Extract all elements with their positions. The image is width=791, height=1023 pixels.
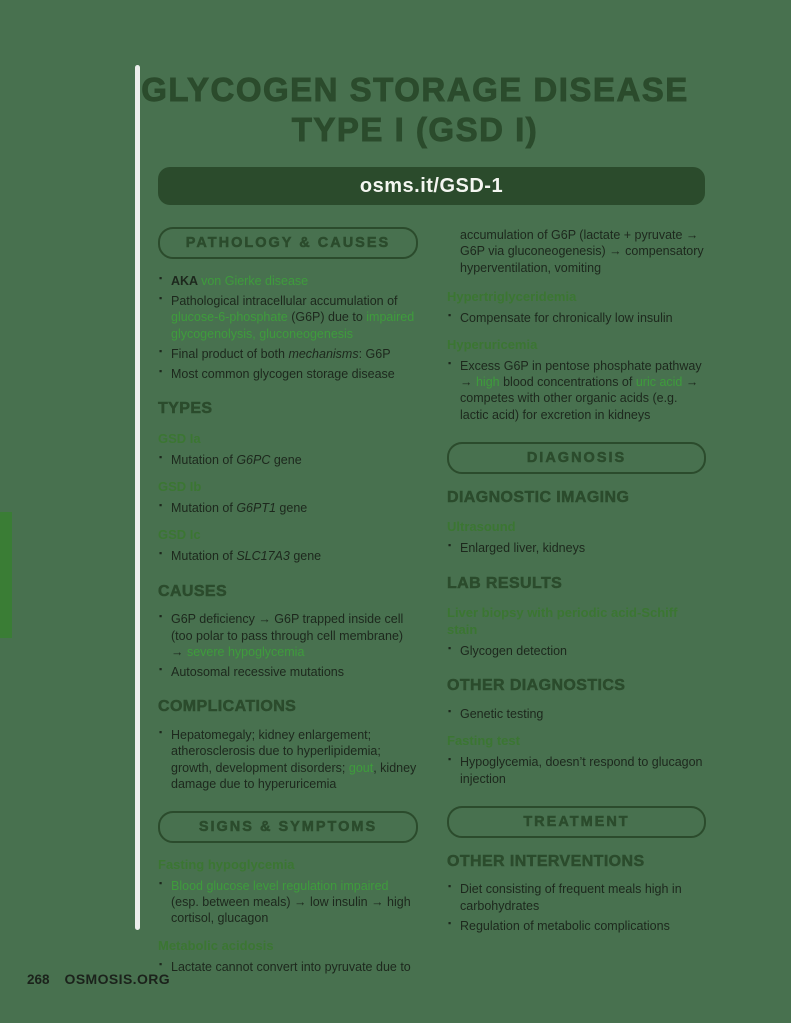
- section-box-label: PATHOLOGY & CAUSES: [185, 235, 391, 251]
- section-box-label: TREATMENT: [523, 813, 630, 830]
- left-column: [158, 227, 418, 979]
- title-line-2: TYPE I (GSD I): [291, 111, 539, 149]
- complications-bullet-list: [158, 727, 418, 792]
- list-item: ▪ Final product of both mechanisms: G6P: [158, 346, 418, 362]
- list-item: ▪ Blood glucose level regulation impaired (esp. between meals) → low insulin → high cortisol, glucagon: [158, 878, 418, 927]
- list-item: ▪ Glycogen detection: [447, 643, 706, 659]
- list-item: ▪ Autosomal recessive mutations: [158, 664, 418, 680]
- continuation-paragraph: accumulation of G6P (lactate + pyruvate → G6P via gluconeogenesis) → compensatory hyperventilation, vomiting: [460, 228, 704, 275]
- subheading-ultrasound: Ultrasound: [447, 519, 516, 535]
- list-item: ▪ Lactate cannot convert into pyruvate due to: [158, 959, 418, 975]
- section-box-treatment: [447, 806, 706, 838]
- causes-bullet-list: [158, 611, 418, 680]
- subheading-metabolic-acidosis: Metabolic acidosis: [158, 937, 274, 953]
- heading-diagnostic-imaging: DIAGNOSTIC IMAGING: [447, 488, 630, 506]
- pathology-bullet-list: [158, 273, 418, 383]
- ultrasound-list: [447, 540, 706, 556]
- list-item: ▪ Enlarged liver, kidneys: [447, 540, 706, 556]
- subheading-gsd-ia: GSD Ia: [158, 431, 201, 447]
- osms-link-pill[interactable]: [158, 167, 705, 205]
- other-interventions-list: [447, 881, 706, 934]
- list-item: ▪ AKA von Gierke disease: [158, 273, 418, 289]
- vertical-divider-line: [135, 65, 140, 930]
- fasting-test-list: [447, 754, 706, 787]
- subheading-gsd-ib: GSD Ib: [158, 479, 202, 495]
- subheading-fasting-test: Fasting test: [447, 733, 520, 749]
- list-item: ▪ Regulation of metabolic complications: [447, 918, 706, 934]
- heading-complications: COMPLICATIONS: [158, 698, 297, 716]
- list-item: ▪ Excess G6P in pentose phosphate pathway → high blood concentrations of uric acid → competes with other organic acids (e.g. lactic acid) for excretion in kidneys: [447, 358, 706, 423]
- gsd-ib-list: [158, 500, 418, 516]
- footer-page-number: 268: [27, 972, 50, 987]
- liver-biopsy-list: [447, 643, 706, 659]
- content-columns: [158, 227, 706, 979]
- section-box-pathology-causes: [158, 227, 418, 259]
- page-title: [130, 70, 700, 151]
- list-item: ▪ Mutation of G6PC gene: [158, 452, 418, 468]
- title-line-1: GLYCOGEN STORAGE DISEASE: [141, 71, 689, 108]
- osms-link-text: osms.it/GSD-1: [359, 174, 504, 197]
- heading-other-interventions: OTHER INTERVENTIONS: [447, 852, 645, 870]
- gsd-ic-list: [158, 548, 418, 564]
- subheading-liver-biopsy: Liver biopsy with periodic acid-Schiff stain: [447, 605, 678, 638]
- list-item: ▪ Hypoglycemia, doesn’t respond to glucagon injection: [447, 754, 706, 787]
- heading-types: TYPES: [158, 400, 213, 418]
- left-accent-tab: [0, 512, 12, 638]
- section-box-diagnosis: [447, 442, 706, 474]
- heading-lab-results: LAB RESULTS: [447, 574, 563, 592]
- subheading-gsd-ic: GSD Ic: [158, 527, 201, 543]
- list-item: ▪ Most common glycogen storage disease: [158, 366, 418, 382]
- heading-causes: CAUSES: [158, 582, 228, 600]
- hyperuricemia-list: [447, 358, 706, 423]
- fasting-hypoglycemia-list: [158, 878, 418, 927]
- list-item: ▪ Genetic testing: [447, 706, 706, 722]
- list-item: ▪ G6P deficiency → G6P trapped inside cell (too polar to pass through cell membrane) → severe hypoglycemia: [158, 611, 418, 660]
- heading-other-diagnostics: OTHER DIAGNOSTICS: [447, 677, 626, 695]
- list-item: ▪ Diet consisting of frequent meals high in carbohydrates: [447, 881, 706, 914]
- subheading-hyperuricemia: Hyperuricemia: [447, 336, 538, 352]
- page-footer: [27, 971, 170, 987]
- other-diagnostics-list: [447, 706, 706, 722]
- metabolic-acidosis-list: [158, 959, 418, 975]
- list-item: ▪ Mutation of SLC17A3 gene: [158, 548, 418, 564]
- list-item: ▪ Mutation of G6PT1 gene: [158, 500, 418, 516]
- section-box-label: DIAGNOSIS: [526, 449, 627, 466]
- gsd-ia-list: [158, 452, 418, 468]
- list-item: ▪ Compensate for chronically low insulin: [447, 310, 706, 326]
- section-box-label: SIGNS & SYMPTOMS: [198, 819, 378, 836]
- list-item: ▪ Hepatomegaly; kidney enlargement; atherosclerosis due to hyperlipidemia; growth, development disorders; gout, kidney damage due to hyperuricemia: [158, 727, 418, 792]
- hypertriglyceridemia-list: [447, 310, 706, 326]
- footer-site-name: OSMOSIS.ORG: [64, 971, 171, 987]
- list-item: ▪ Pathological intracellular accumulation of glucose-6-phosphate (G6P) due to impaired glycogenolysis, gluconeogenesis: [158, 293, 418, 342]
- section-box-signs-symptoms: [158, 811, 418, 843]
- subheading-fasting-hypoglycemia: Fasting hypoglycemia: [158, 857, 295, 872]
- subheading-hypertriglyceridemia: Hypertriglyceridemia: [447, 288, 577, 304]
- right-column: [447, 227, 706, 938]
